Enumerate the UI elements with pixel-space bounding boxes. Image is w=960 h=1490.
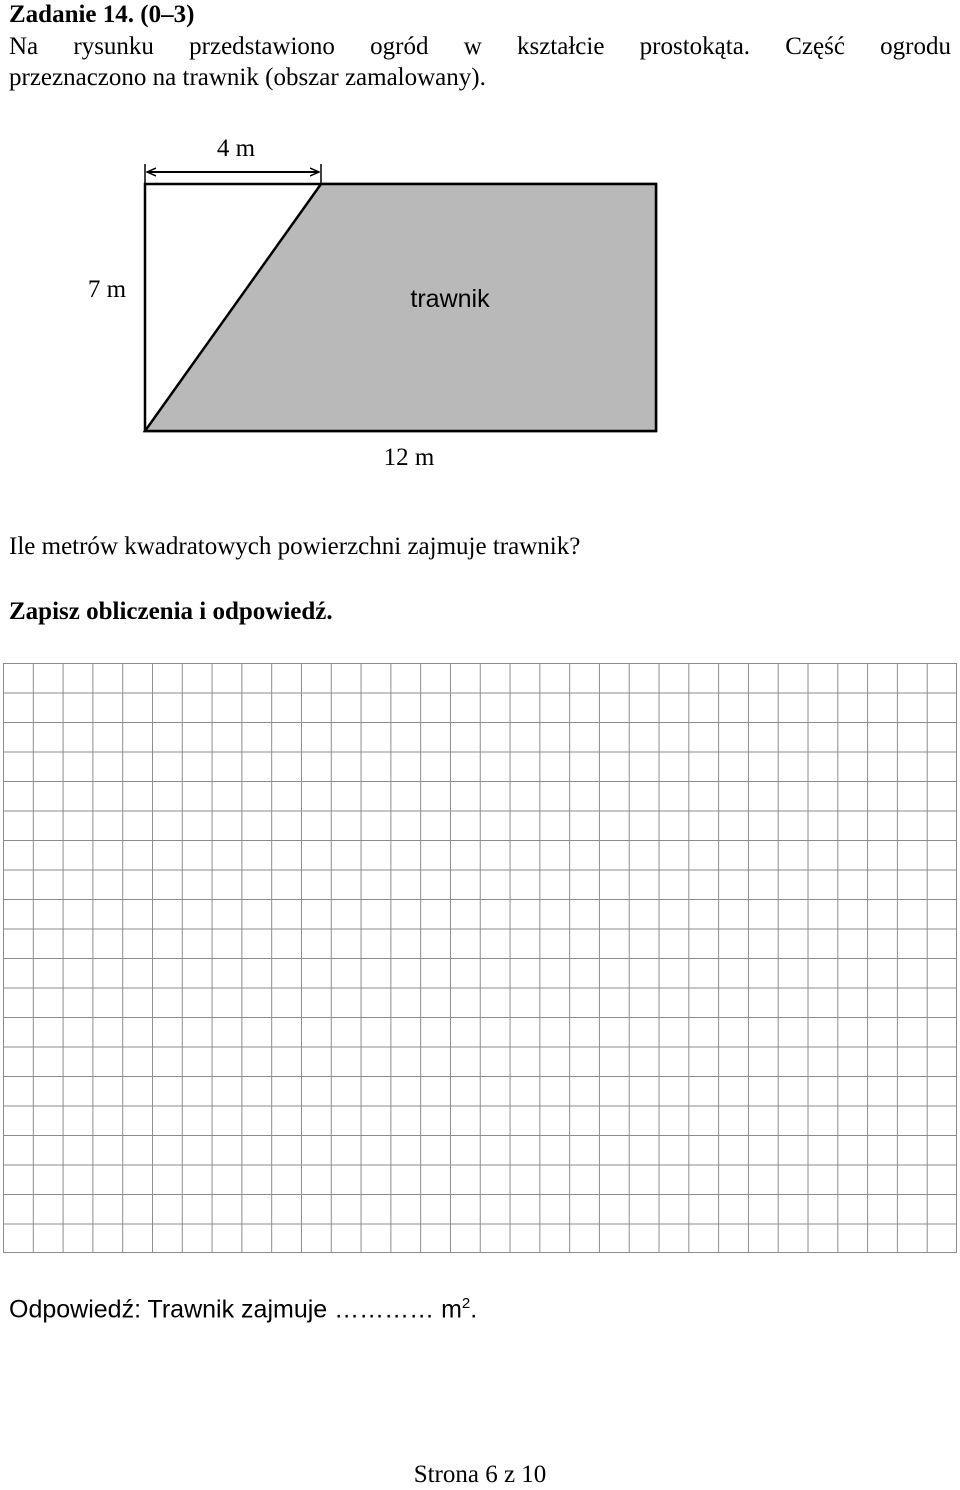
label-top-width: 4 m — [216, 135, 256, 162]
question-text: Ile metrów kwadratowych powierzchni zajmuje trawnik? — [9, 533, 581, 560]
answer-prefix: Odpowiedź: Trawnik zajmuje — [9, 1295, 335, 1324]
task-intro — [9, 31, 951, 93]
garden-figure — [0, 120, 960, 480]
intro-line-2: przeznaczono na trawnik (obszar zamalowany). — [9, 64, 486, 91]
answer-unit: m — [434, 1295, 462, 1324]
answer-line — [9, 1287, 477, 1326]
calculation-grid[interactable] — [3, 663, 957, 1253]
answer-suffix: . — [470, 1295, 478, 1324]
page-number: Strona 6 z 10 — [413, 1461, 547, 1488]
label-left-height: 7 m — [87, 276, 127, 303]
intro-line-1: Na rysunku przedstawiono ogród w kształcie prostokąta. Część ogrodu — [9, 33, 951, 60]
answer-blank[interactable]: ………… — [334, 1295, 435, 1324]
label-lawn: trawnik — [410, 285, 490, 313]
answer-unit-exponent: 2 — [461, 1295, 471, 1312]
instruction-text: Zapisz obliczenia i odpowiedź. — [9, 598, 333, 625]
task-title: Zadanie 14. (0–3) — [9, 1, 195, 28]
label-bottom-width: 12 m — [383, 444, 435, 471]
